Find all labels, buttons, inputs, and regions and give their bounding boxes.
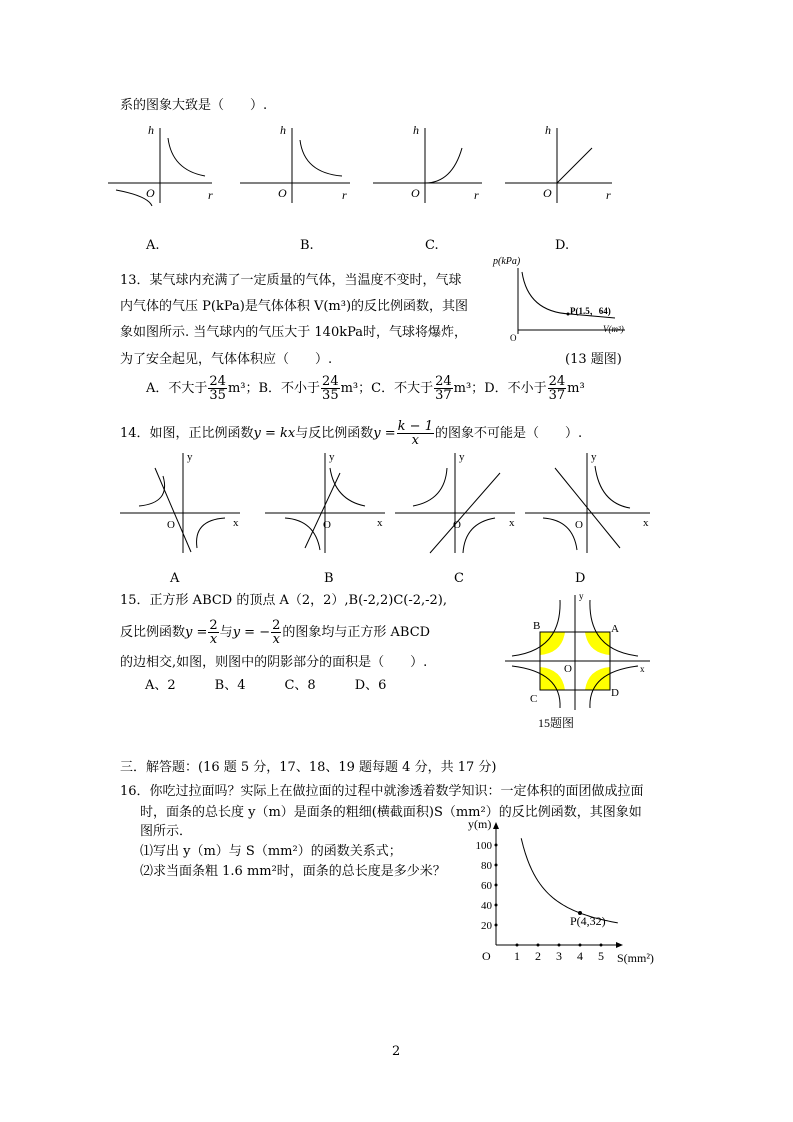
q13-point: P(1.5，64) xyxy=(570,306,611,316)
q13-caption: (13 题图) xyxy=(565,352,622,367)
q15-caption: 15题图 xyxy=(538,716,575,730)
q16-xtick-dot xyxy=(579,944,582,947)
q15-label-o: O xyxy=(564,663,572,675)
q16-ytick-label: 40 xyxy=(481,900,492,912)
q12-graph-b xyxy=(240,123,350,203)
q16-origin: O xyxy=(482,949,491,963)
q15-shade-d xyxy=(585,667,610,690)
q16-ytick-dot xyxy=(495,904,498,907)
q16-ytick-dot xyxy=(495,884,498,887)
q16-ytick-label: 100 xyxy=(475,840,492,852)
page-number: 2 xyxy=(392,1044,401,1059)
svg-text:y: y xyxy=(187,451,193,463)
q16-ytick-dot xyxy=(495,924,498,927)
q14-graph-a xyxy=(120,451,240,553)
svg-text:O: O xyxy=(146,186,155,200)
q15-line2: 反比例函数y = $\frac{2}{x}$ 与y = − $\frac{2}{x}$ 的图象均与正方形 ABCD xyxy=(120,618,431,647)
q14-option-c: C xyxy=(454,571,464,586)
q12-graph-d xyxy=(505,123,612,203)
svg-text:r: r xyxy=(342,188,347,202)
svg-text:h: h xyxy=(545,123,551,137)
q16-chart xyxy=(460,815,675,970)
svg-text:r: r xyxy=(208,188,213,202)
q16-line3: 图所示． xyxy=(140,824,193,839)
q16-x-label: S(mm²) xyxy=(617,951,654,965)
q16-xtick-label: 1 xyxy=(514,949,520,963)
q15-label-c: C xyxy=(530,693,538,705)
q14-graph-d xyxy=(525,451,650,553)
q14-graph-c xyxy=(395,451,515,553)
svg-text:O: O xyxy=(323,519,331,531)
svg-text:x: x xyxy=(640,664,645,674)
q14-option-a: A xyxy=(170,571,180,586)
q13-options: A．不大于 $\frac{24}{35}$ m³；B．不小于 $\frac{24}{35}$ m³；C．不大于 $\frac{24}{37}$ m³；D．不小于 $\frac{24}{37}$ m³ xyxy=(146,374,585,403)
q16-y-label: y(m) xyxy=(468,817,492,831)
q16-sub2: ⑵求当面条粗 1.6 mm²时，面条的总长度是多少米？ xyxy=(140,864,446,879)
q16-xtick-dot xyxy=(537,944,540,947)
q13-origin: O xyxy=(510,333,517,343)
q16-sub1: ⑴写出 y（m）与 S（mm²）的函数关系式； xyxy=(140,844,402,859)
q16-ytick-dot xyxy=(495,844,498,847)
q14-graph-b xyxy=(265,451,385,553)
q16-ytick-dot xyxy=(495,864,498,867)
svg-text:x: x xyxy=(233,517,239,529)
q15-label-d: D xyxy=(611,687,619,699)
q16-xtick-label: 3 xyxy=(556,949,562,963)
q13-graph xyxy=(490,252,635,344)
q16-xtick-dot xyxy=(558,944,561,947)
q16-curve xyxy=(521,838,618,923)
q13-line1: 13．某气球内充满了一定质量的气体，当温度不变时，气球 xyxy=(120,273,462,288)
q12-option-b: B. xyxy=(300,238,314,253)
q16-ytick-label: 60 xyxy=(481,880,492,892)
q16-xtick-label: 5 xyxy=(598,949,604,963)
svg-text:x: x xyxy=(509,517,515,529)
q13-line3: 象如图所示. 当气球内的气压大于 140kPa时，气球将爆炸， xyxy=(120,325,468,340)
q13-line4: 为了安全起见，气体体积应（ ）. xyxy=(120,352,333,367)
q12-graph-c xyxy=(373,123,482,203)
svg-text:h: h xyxy=(280,123,286,137)
svg-text:r: r xyxy=(474,188,479,202)
q13-x-label: V(m³) xyxy=(603,324,624,334)
svg-text:y: y xyxy=(591,451,597,463)
q12-tail: 系的图象大致是（ ）. xyxy=(120,98,268,113)
q16-xtick-label: 4 xyxy=(577,949,583,963)
q14-option-d: D xyxy=(575,571,586,586)
svg-text:x: x xyxy=(377,517,383,529)
q13-line2: 内气体的气压 P(kPa)是气体体积 V(m³)的反比例函数，其图 xyxy=(120,299,469,314)
q15-figure xyxy=(500,590,660,735)
q12-option-a: A. xyxy=(146,238,160,253)
q16-line1: 16．你吃过拉面吗？实际上在做拉面的过程中就渗透着数学知识：一定体积的面团做成拉面 xyxy=(120,784,644,799)
q16-xtick-dot xyxy=(600,944,603,947)
svg-text:O: O xyxy=(278,186,287,200)
q12-a-h: h xyxy=(148,123,154,137)
q15-options: A、2 B、4 C、8 D、6 xyxy=(145,678,387,693)
q12-option-c: C. xyxy=(425,238,439,253)
q13-y-label: p(kPa) xyxy=(493,256,521,267)
q16-ytick-label: 80 xyxy=(481,860,492,872)
svg-text:y: y xyxy=(329,451,335,463)
q16-xtick-dot xyxy=(516,944,519,947)
svg-text:x: x xyxy=(643,517,649,529)
q15-label-b: B xyxy=(533,620,541,632)
svg-text:O: O xyxy=(167,519,175,531)
svg-text:y: y xyxy=(579,591,584,601)
q15-shade-c xyxy=(540,667,565,690)
q12-graphs xyxy=(100,118,630,208)
svg-text:O: O xyxy=(411,186,420,200)
q16-ytick-label: 20 xyxy=(481,920,492,932)
svg-text:y: y xyxy=(459,451,465,463)
q12-graph-a xyxy=(108,123,213,206)
q16-xtick-label: 2 xyxy=(535,949,541,963)
q14-graphs xyxy=(115,448,665,558)
q16-line2: 时，面条的总长度 y（m）是面条的粗细(横截面积)S（mm²）的反比例函数，其图象如 xyxy=(140,805,642,820)
q14-option-b: B xyxy=(324,571,334,586)
q15-line3: 的边相交,如图，则图中的阴影部分的面积是（ ）. xyxy=(120,655,428,670)
q16-point-label: P(4,32) xyxy=(570,914,606,928)
q15-label-a: A xyxy=(611,623,619,635)
section3-title: 三．解答题：(16 题 5 分，17、18、19 题每题 4 分，共 17 分) xyxy=(120,760,497,775)
svg-text:r: r xyxy=(606,188,611,202)
q12-option-d: D. xyxy=(555,238,570,253)
svg-text:h: h xyxy=(413,123,419,137)
svg-text:O: O xyxy=(453,519,461,531)
q14-stem: 14．如图，正比例函数y = kx与反比例函数y = $\frac{k - 1}{x}$ 的图象不可能是（ ）. xyxy=(120,419,583,448)
svg-text:O: O xyxy=(543,186,552,200)
svg-text:O: O xyxy=(575,519,583,531)
q15-line1: 15．正方形 ABCD 的顶点 A（2，2）,B(-2,2)C(-2,-2), xyxy=(120,593,447,608)
